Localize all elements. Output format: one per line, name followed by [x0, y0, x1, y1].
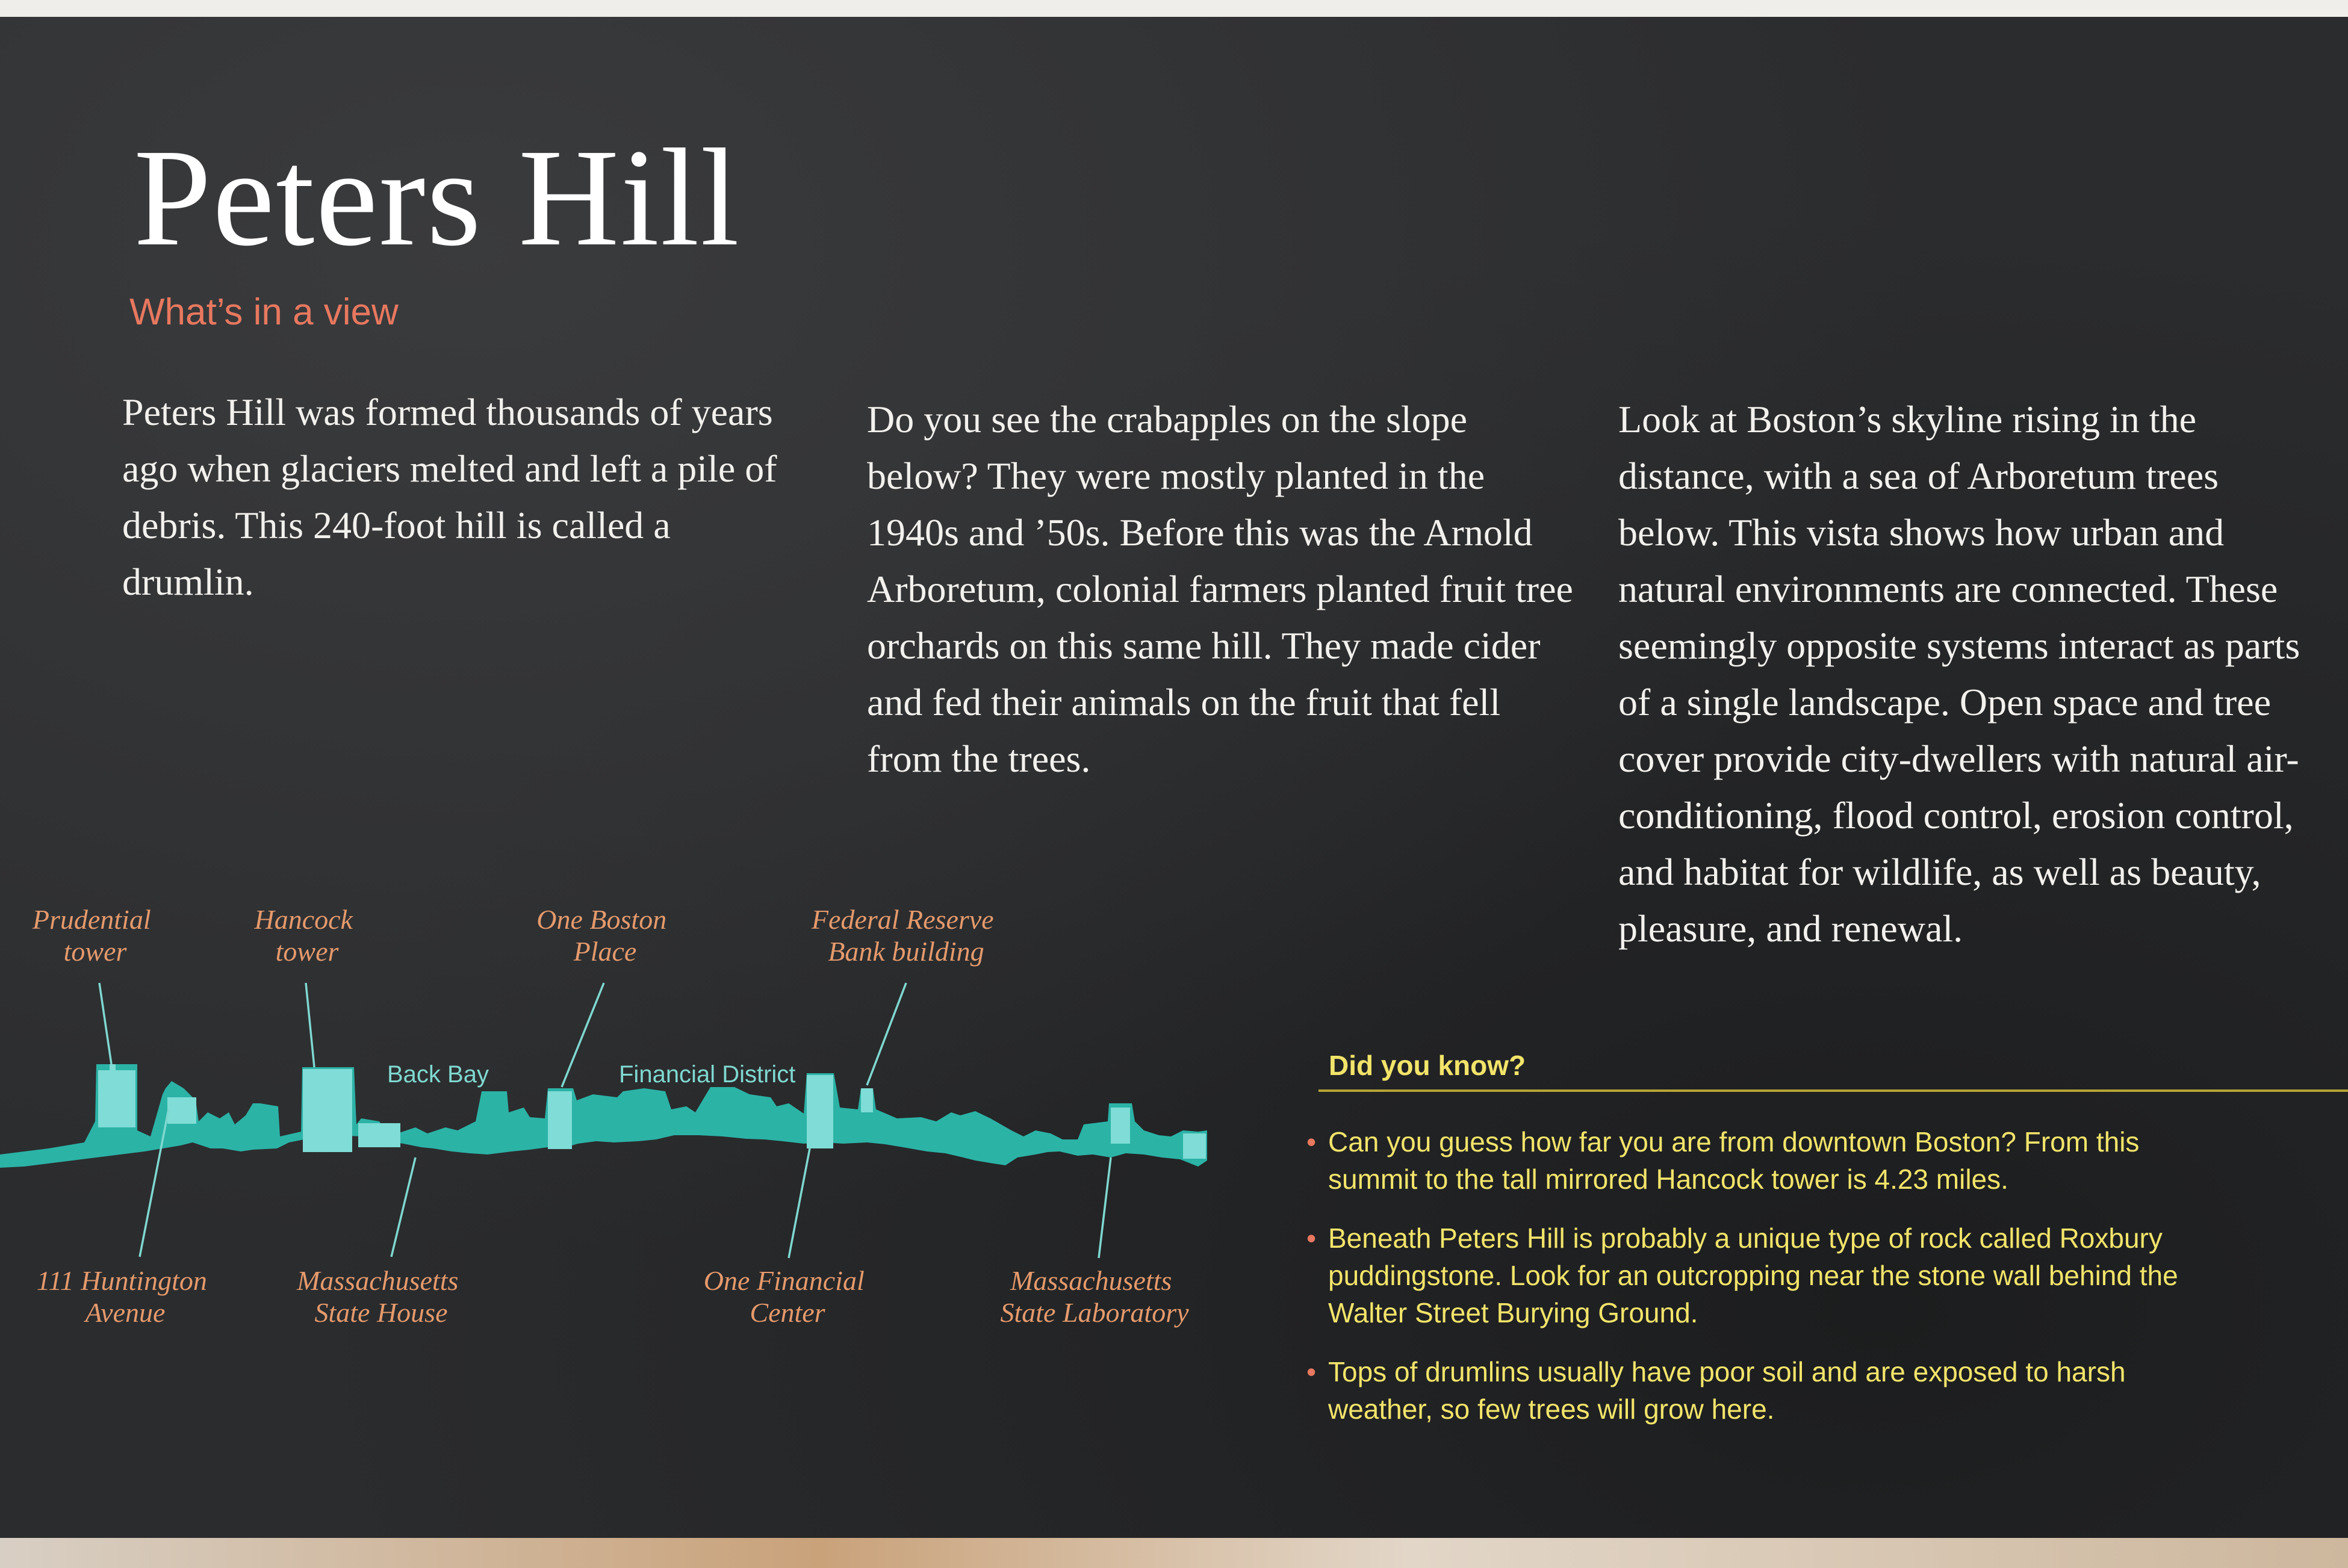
label-line: tower: [275, 936, 339, 967]
did-you-know-text: Beneath Peters Hill is probably a unique type of rock called Roxbury puddingstone. Look for an outcropping near the stone wall behind the Walter Street Burying Ground.: [1328, 1222, 2178, 1328]
label-line: Hancock: [254, 904, 353, 935]
did-you-know-list: [1306, 1123, 2234, 1449]
label-line: Federal Reserve: [811, 904, 994, 935]
huntington-avenue-highlight: [167, 1097, 196, 1124]
prudential-tower-spire: [110, 1064, 116, 1071]
label-line: State Laboratory: [1000, 1297, 1189, 1328]
interpretive-sign: [0, 17, 2348, 1538]
label-line: Bank building: [828, 936, 984, 967]
bullet-icon: •: [1306, 1356, 1317, 1387]
label-federal-reserve: [811, 904, 1001, 967]
did-you-know-item: [1306, 1123, 2234, 1198]
label-line: Center: [750, 1297, 825, 1328]
paragraph-crabapples: Do you see the crabapples on the slope below? They were mostly planted in the 1940s and ’50s. Before this was the Arnold Arboretum, colonial farmers planted fruit tree orchards on this same hill. They made cider and fed their animals on the fruit that fell from the trees.: [867, 398, 1573, 780]
did-you-know-text: Tops of drumlins usually have poor soil and are exposed to harsh weather, so few trees will grow here.: [1328, 1356, 2126, 1425]
sign-subtitle: What’s in a view: [129, 291, 399, 333]
one-financial-center-highlight: [807, 1075, 833, 1148]
label-line: Massachusetts: [297, 1265, 459, 1296]
did-you-know-item: [1306, 1219, 2234, 1331]
leader-federal-reserve: [867, 983, 906, 1085]
did-you-know-heading: Did you know?: [1329, 1050, 1526, 1081]
did-you-know-text: Can you guess how far you are from downtown Boston? From this summit to the tall mirrored Hancock tower is 4.23 miles.: [1328, 1126, 2140, 1195]
boston-skyline-diagram: [0, 884, 1228, 1353]
paragraph-drumlin: Peters Hill was formed thousands of years ago when glaciers melted and left a pile of debris. This 240-foot hill is called a drumlin.: [122, 391, 777, 603]
label-line: 111 Huntington: [36, 1265, 207, 1296]
leader-one-boston-place: [562, 983, 604, 1087]
label-line: State House: [314, 1297, 448, 1328]
label-line: tower: [63, 936, 127, 967]
label-111-huntington: [37, 1265, 214, 1328]
district-financial: Financial District: [619, 1061, 796, 1088]
label-prudential-tower: [32, 904, 158, 967]
label-line: Place: [573, 936, 637, 967]
label-one-financial: [704, 1265, 872, 1328]
hancock-tower-highlight: [303, 1069, 352, 1152]
bullet-icon: •: [1306, 1126, 1317, 1157]
leader-state-house: [391, 1157, 415, 1257]
label-hancock-tower: [254, 904, 360, 967]
did-you-know-rule: [1318, 1089, 2348, 1092]
label-line: One Financial: [703, 1265, 865, 1296]
leader-hancock: [306, 983, 314, 1067]
federal-reserve-highlight: [861, 1088, 873, 1112]
label-line: One Boston: [536, 904, 667, 935]
leader-state-laboratory: [1099, 1157, 1111, 1258]
label-state-house: [296, 1265, 465, 1328]
photo-border-bottom: [0, 1538, 2348, 1568]
district-back-bay: Back Bay: [387, 1061, 489, 1088]
leader-one-financial: [789, 1148, 810, 1258]
paragraph-skyline: Look at Boston’s skyline rising in the distance, with a sea of Arboretum trees below. This vista shows how urban and natural environments are connected. These seemingly opposite systems interact as parts of a single landscape. Open space and tree cover provide city-dwellers with natural air-conditioning, flood control, erosion control, and habitat for wildlife, as well as beauty, pleasure, and renewal.: [1618, 398, 2300, 950]
label-line: Avenue: [85, 1297, 166, 1328]
did-you-know-item: [1306, 1353, 2234, 1428]
state-house-highlight: [358, 1123, 400, 1147]
prudential-tower-highlight: [98, 1070, 135, 1127]
label-line: Massachusetts: [1010, 1265, 1172, 1296]
state-laboratory-highlight: [1111, 1108, 1130, 1144]
state-laboratory-highlight-2: [1183, 1133, 1206, 1159]
label-line: Prudential: [32, 904, 151, 935]
photo-border-top: [0, 0, 2348, 17]
one-boston-place-highlight: [548, 1091, 572, 1149]
leader-prudential: [99, 983, 111, 1064]
label-state-laboratory: [1000, 1265, 1189, 1328]
bullet-icon: •: [1306, 1222, 1317, 1254]
label-one-boston-place: [536, 904, 673, 967]
sign-title: Peters Hill: [134, 120, 741, 275]
